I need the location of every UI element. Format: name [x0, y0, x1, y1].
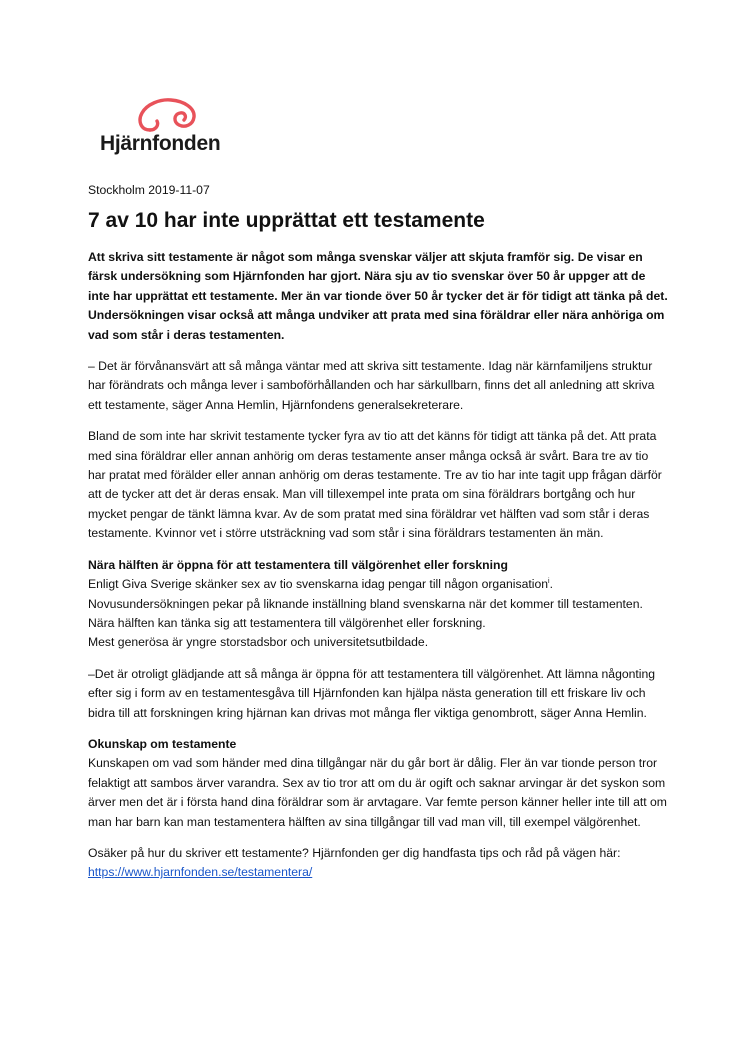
section-charity-line1-end: . [549, 577, 553, 592]
footnote-marker: i [548, 578, 550, 586]
page-title: 7 av 10 har inte upprättat ett testamente [88, 209, 485, 232]
closing-link-line [88, 863, 668, 882]
article [88, 181, 668, 895]
testament-link[interactable]: https://www.hjarnfonden.se/testamentera/ [88, 865, 313, 880]
body-paragraph-2: Bland de som inte har skrivit testamente tycker fyra av tio att det känns för tidigt att tänka på det. Att prata med sina föräldrar eller annan anhörig om deras testamente anser många också är svårt. Bara tre av tio har pratat med förälder eller annan anhörig om deras testamente. Tre av tio har inte tagit upp frågan därför att de tycker att det är deras ensak. Man vill tillexempel inte prata om sina föräldrars bortgång och hur mycket pengar de tänkt lämna kvar. Av de som pratat med sina föräldrar vet hälften vad som står i deras testamente. Kvinnor vet i större utsträckning vad som står i sina föräldrars testamenten än män. [88, 429, 662, 541]
hjarnfonden-logo [100, 96, 240, 166]
section-heading-charity: Nära hälften är öppna för att testamentera till välgörenhet eller forskning [88, 557, 508, 572]
logo-wordmark: Hjärnfonden [100, 132, 221, 155]
section-charity-body: Novusundersökningen pekar på liknande inställning bland svenskarna när det kommer till testamenten. Nära hälften kan tänka sig att testamentera till välgörenhet eller forskning. [88, 596, 643, 630]
section-knowledge-body: Kunskapen om vad som händer med dina tillgångar när du går bort är dålig. Fler än var tionde person tror felaktigt att sambos ärver varandra. Sex av tio tror att om du är ogift och saknar arvingar är det syskon som ärver men det är i första hand dina föräldrar som är arvtagare. Var femte person känner heller inte till att om man har barn kan man testamentera hälften av sina tillgångar till vad man vill, till exempel välgörenhet. [88, 756, 667, 829]
dateline: Stockholm 2019-11-07 [88, 183, 210, 197]
brain-swirl-icon [136, 96, 200, 134]
section-heading-knowledge: Okunskap om testamente [88, 736, 237, 751]
section-charity-line1-text: Enligt Giva Sverige skänker sex av tio svenskarna idag pengar till någon organisation [88, 577, 549, 592]
quote-paragraph-1: – Det är förvånansvärt att så många väntar med att skriva sitt testamente. Idag när kärnfamiljens struktur har förändrats och många lever i samboförhållanden och har särkullbarn, finns det all anledning att skriva ett testamente, säger Anna Hemlin, Hjärnfondens generalsekreterare. [88, 359, 655, 412]
lead-paragraph: Att skriva sitt testamente är något som många svenskar väljer att skjuta framför sig. De visar en färsk undersökning som Hjärnfonden har gjort. Nära sju av tio svenskar över 50 år uppger att de inte har upprättat ett testamente. Mer än var tionde över 50 år tycker det är för tidigt att tänka på det. Undersökningen visar också att många undviker att prata med sina föräldrar eller nära anhöriga om vad som står i deras testamenten. [88, 250, 668, 342]
quote-paragraph-2: –Det är otroligt glädjande att så många är öppna för att testamentera till välgörenhet. Att lämna någonting efter sig i form av en testamentesgåva till Hjärnfonden kan hjälpa nästa generation till ett friskare liv och bidra till att forskningen kring hjärnan kan drivas mot många fler viktiga genombrott, säger Anna Hemlin. [88, 666, 656, 720]
closing-paragraph: Osäker på hur du skriver ett testamente? Hjärnfonden ger dig handfasta tips och råd på vägen här: [88, 845, 621, 860]
section-charity-line1 [88, 575, 668, 594]
section-charity-last-line: Mest generösa är yngre storstadsbor och universitetsutbildade. [88, 635, 429, 650]
